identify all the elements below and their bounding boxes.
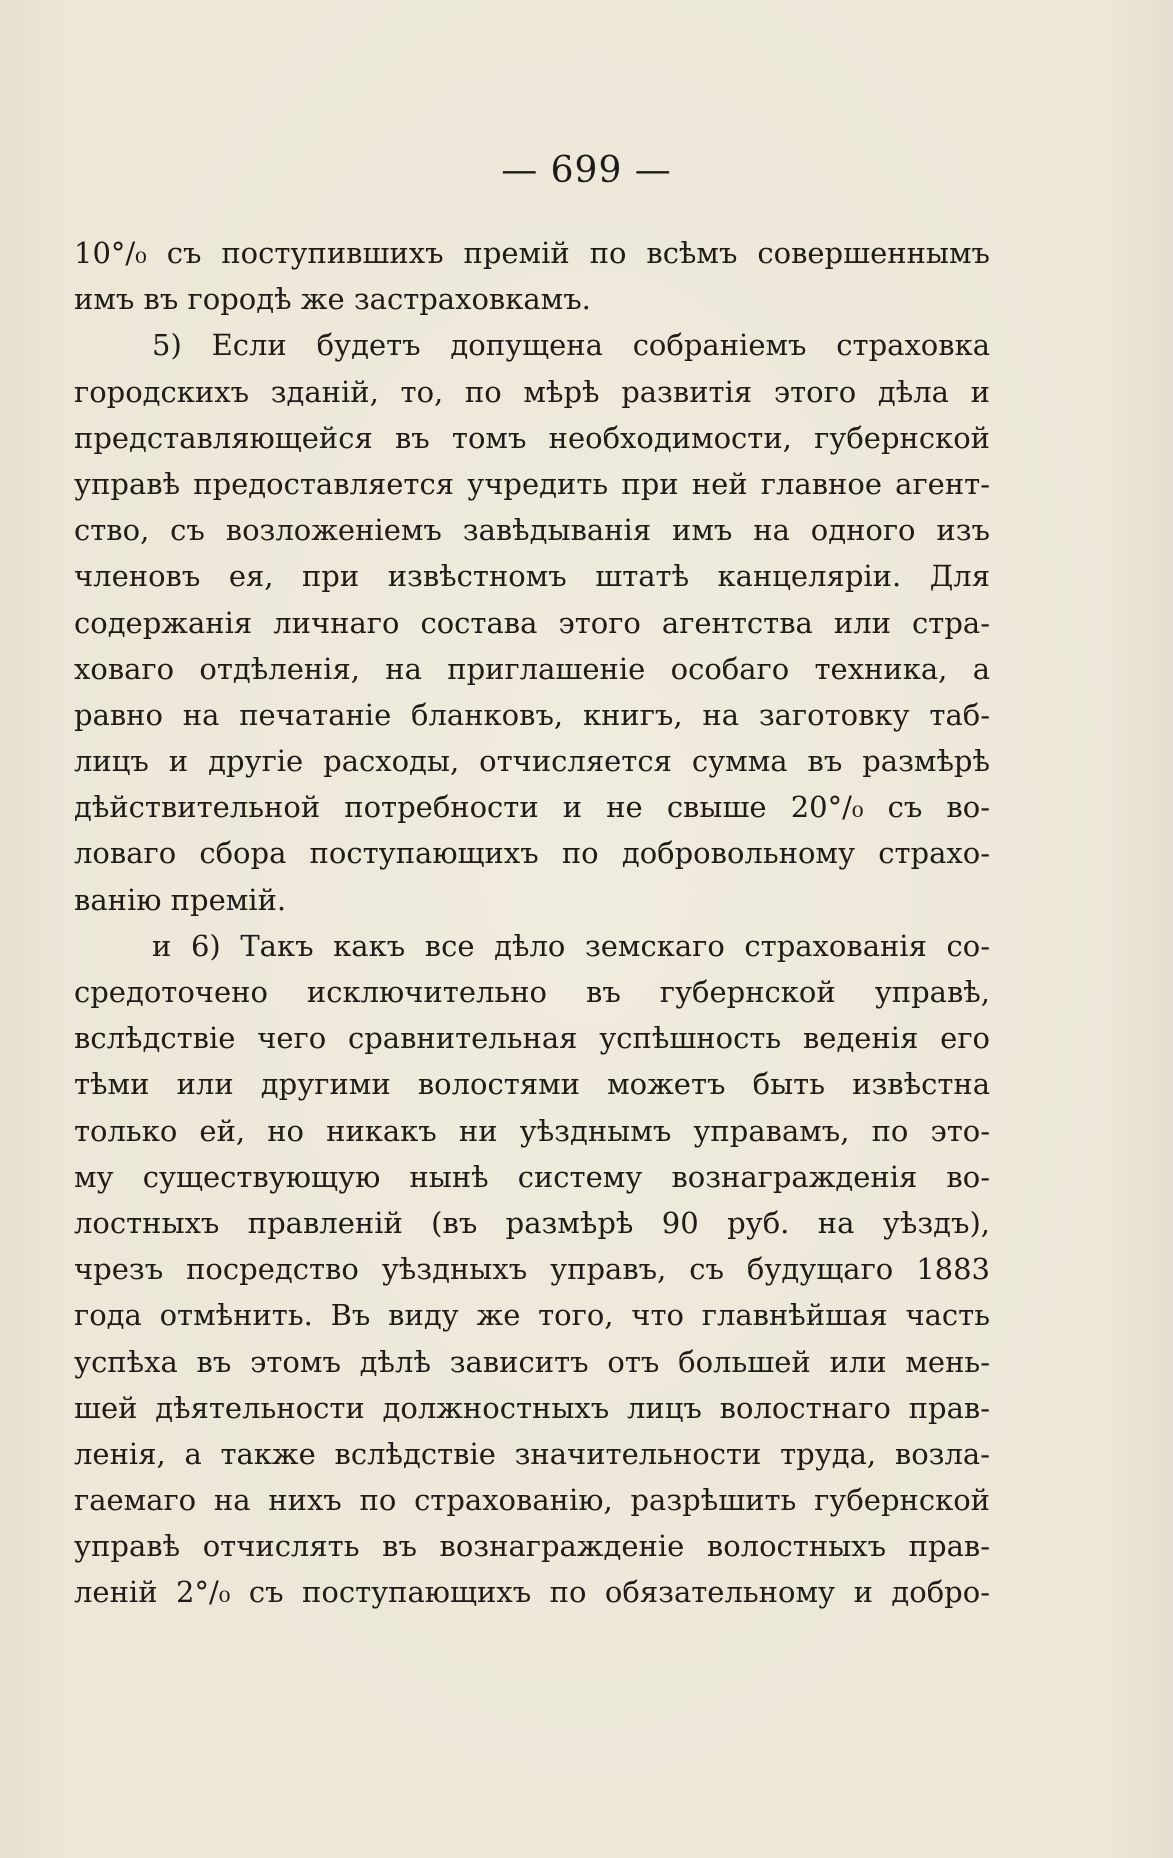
text-line: му существующую нынѣ систему вознагражденія во- bbox=[74, 1159, 990, 1194]
text-line: средоточено исключительно въ губернской управѣ, bbox=[74, 975, 990, 1009]
text-line: года отмѣнить. Въ виду же того, что главнѣйшая часть bbox=[74, 1298, 990, 1333]
text-line: городскихъ зданій, то, по мѣрѣ развитія этого дѣла и bbox=[74, 374, 990, 409]
text-line: лостныхъ правленій (въ размѣрѣ 90 руб. на уѣздъ), bbox=[74, 1205, 990, 1240]
paragraph-start-line: и 6) Такъ какъ все дѣло земскаго страхованія со- bbox=[152, 928, 990, 963]
text-line: управѣ предоставляется учредить при ней главное агент- bbox=[74, 466, 990, 501]
text-line: леній 2°/₀ съ поступающихъ по обязательному и добро- bbox=[74, 1575, 990, 1610]
text-line: равно на печатаніе бланковъ, книгъ, на заготовку таб- bbox=[74, 697, 990, 732]
text-line: ванію премій. bbox=[74, 882, 287, 917]
body-text bbox=[74, 230, 990, 1616]
text-line: ховаго отдѣленія, на приглашеніе особаго техника, а bbox=[74, 651, 990, 686]
text-line: членовъ ея, при извѣстномъ штатѣ канцеляріи. Для bbox=[74, 559, 990, 594]
paragraph-start-line: 5) Если будетъ допущена собраніемъ страховка bbox=[152, 328, 990, 363]
text-line: ловаго сбора поступающихъ по добровольному страхо- bbox=[74, 836, 990, 871]
text-line: лицъ и другіе расходы, отчисляется сумма въ размѣрѣ bbox=[74, 744, 990, 779]
text-line: чрезъ посредство уѣздныхъ управъ, съ будущаго 1883 bbox=[74, 1252, 990, 1287]
text-line: ленія, а также вслѣдствіе значительности труда, возла- bbox=[74, 1436, 990, 1471]
text-line: 10°/₀ съ поступившихъ премій по всѣмъ совершеннымъ bbox=[74, 236, 990, 270]
text-line: гаемаго на нихъ по страхованію, разрѣшить губернской bbox=[74, 1483, 990, 1518]
text-line: содержанія личнаго состава этого агентства или стра- bbox=[74, 605, 990, 640]
text-line: представляющейся въ томъ необходимости, губернской bbox=[74, 420, 990, 455]
text-line: дѣйствительной потребности и не свыше 20°/₀ съ во- bbox=[74, 790, 990, 825]
text-line: только ей, но никакъ ни уѣзднымъ управамъ, по это- bbox=[74, 1113, 990, 1148]
text-line: вслѣдствіе чего сравнительная успѣшность веденія его bbox=[74, 1021, 990, 1056]
text-line: управѣ отчислять въ вознагражденіе волостныхъ прав- bbox=[74, 1529, 990, 1564]
text-line: шей дѣятельности должностныхъ лицъ волостнаго прав- bbox=[74, 1390, 990, 1425]
text-line: успѣха въ этомъ дѣлѣ зависитъ отъ большей или мень- bbox=[74, 1344, 990, 1379]
text-line: имъ въ городѣ же застраховкамъ. bbox=[74, 282, 591, 317]
text-line: тѣми или другими волостями можетъ быть извѣстна bbox=[74, 1067, 990, 1102]
page-number: — 699 — bbox=[501, 150, 672, 191]
text-line: ство, съ возложеніемъ завѣдыванія имъ на одного изъ bbox=[74, 513, 990, 548]
